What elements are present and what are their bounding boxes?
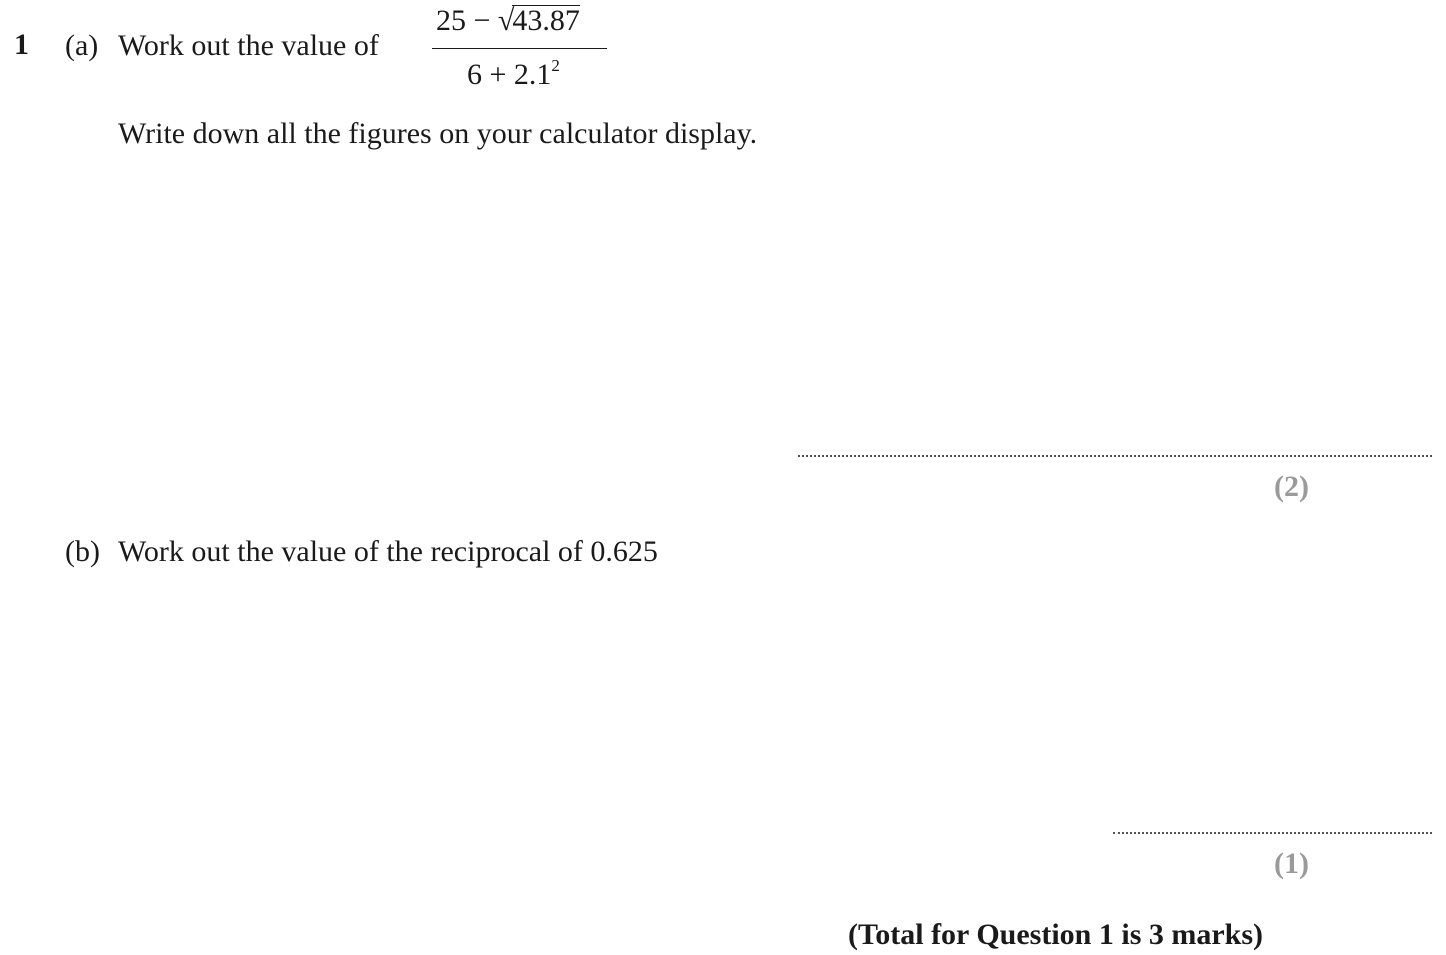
part-a-instruction: Write down all the figures on your calculator display. xyxy=(118,117,758,150)
part-a-answer-line[interactable] xyxy=(798,455,1432,457)
part-b-prompt: Work out the value of the reciprocal of 0.625 xyxy=(118,535,658,568)
part-a-prompt: Work out the value of xyxy=(118,29,379,62)
question-total: (Total for Question 1 is 3 marks) xyxy=(848,918,1264,951)
fraction-bar xyxy=(432,48,607,49)
part-b-marks: (1) xyxy=(1274,847,1309,880)
fraction-numerator xyxy=(436,4,580,38)
radicand: 43.87 xyxy=(512,4,580,37)
question-number: 1 xyxy=(14,28,29,61)
sqrt-symbol: √ xyxy=(497,4,515,37)
part-a-label: (a) xyxy=(65,29,99,62)
fraction-denominator xyxy=(467,56,560,92)
part-b-answer-line[interactable] xyxy=(1113,832,1432,834)
denominator-exponent: 2 xyxy=(551,56,560,75)
sqrt-group xyxy=(498,4,580,38)
denominator-base: 6 + 2.1 xyxy=(467,58,552,91)
numerator-prefix: 25 − xyxy=(436,4,491,37)
part-a-marks: (2) xyxy=(1274,470,1309,503)
part-b-label: (b) xyxy=(65,535,100,568)
